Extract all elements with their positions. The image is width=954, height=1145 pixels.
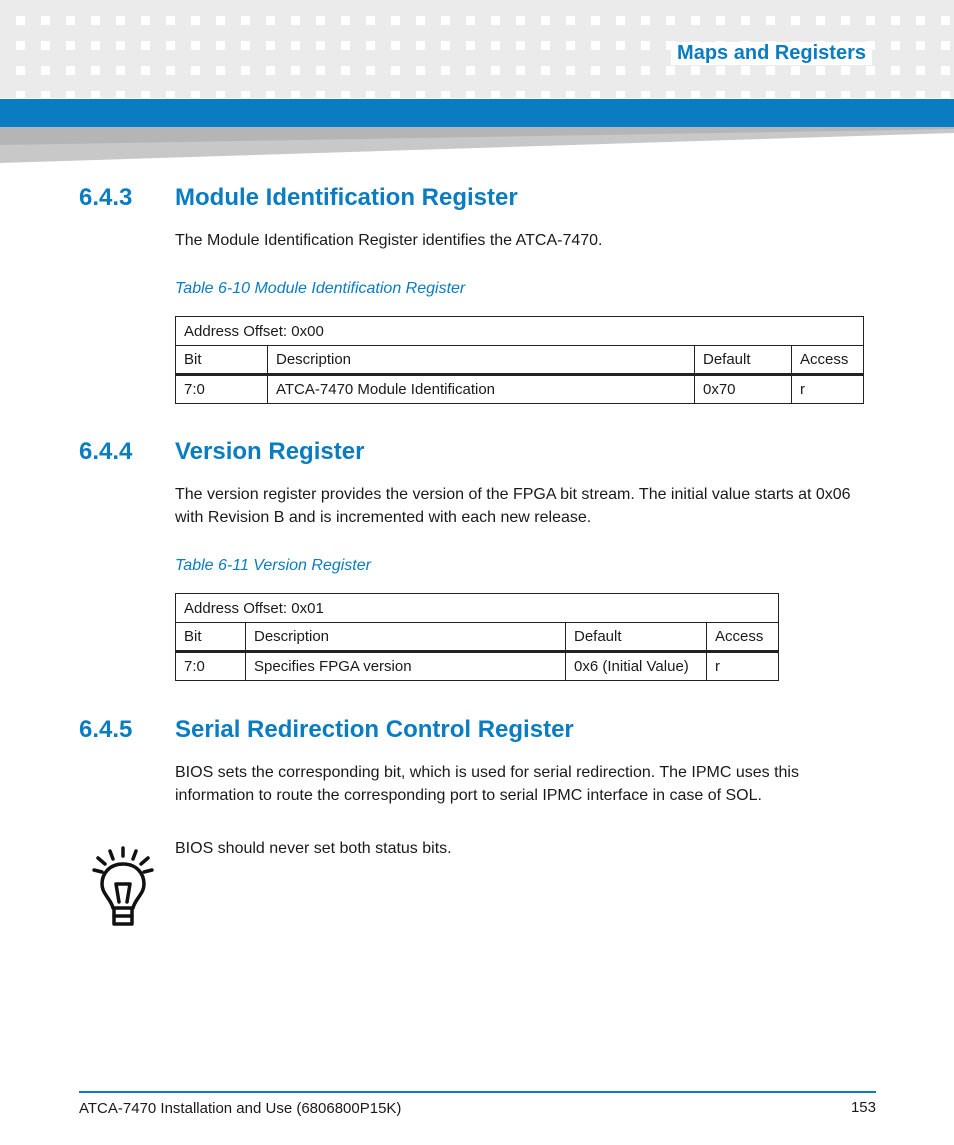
body-line: with Revision B and is incremented with each new release. xyxy=(175,509,592,526)
cell-default: 0x6 (Initial Value) xyxy=(566,652,707,681)
section-number: 6.4.4 xyxy=(79,438,133,465)
table-header-row xyxy=(176,623,779,652)
header-swoosh xyxy=(0,127,954,163)
running-header-title: Maps and Registers xyxy=(671,42,872,65)
cell-access: r xyxy=(792,375,864,404)
address-offset-cell: Address Offset: 0x01 xyxy=(176,594,779,623)
cell-access: r xyxy=(707,652,779,681)
header-cell-bit: Bit xyxy=(176,623,246,652)
section-heading-6-4-5 xyxy=(79,716,574,744)
address-offset-cell: Address Offset: 0x00 xyxy=(176,317,864,346)
section-number: 6.4.5 xyxy=(79,716,133,743)
cell-description: Specifies FPGA version xyxy=(246,652,566,681)
note-text: BIOS should never set both status bits. xyxy=(175,840,452,857)
section-title: Module Identification Register xyxy=(175,184,518,211)
module-id-register-table xyxy=(175,316,864,404)
header-cell-default: Default xyxy=(695,346,792,375)
footer-doc-title: ATCA-7470 Installation and Use (6806800P15K) xyxy=(79,1100,402,1117)
version-register-table xyxy=(175,593,779,681)
header-cell-access: Access xyxy=(707,623,779,652)
cell-description: ATCA-7470 Module Identification xyxy=(268,375,695,404)
table-caption: Table 6-10 Module Identification Register xyxy=(175,280,466,297)
table-row xyxy=(176,375,864,404)
cell-bit: 7:0 xyxy=(176,375,268,404)
cell-default: 0x70 xyxy=(695,375,792,404)
table-caption: Table 6-11 Version Register xyxy=(175,557,371,574)
header-cell-description: Description xyxy=(246,623,566,652)
section-number: 6.4.3 xyxy=(79,184,133,211)
header-cell-access: Access xyxy=(792,346,864,375)
footer-rule xyxy=(79,1091,876,1093)
header-bar xyxy=(0,99,954,127)
table-row xyxy=(176,652,779,681)
section-body xyxy=(175,761,875,807)
page-number: 153 xyxy=(850,1099,876,1116)
header-cell-default: Default xyxy=(566,623,707,652)
section-body xyxy=(175,483,875,529)
cell-bit: 7:0 xyxy=(176,652,246,681)
section-heading-6-4-4 xyxy=(79,438,364,466)
header-cell-description: Description xyxy=(268,346,695,375)
body-line: BIOS sets the corresponding bit, which is used for serial redirection. The IPMC uses this xyxy=(175,764,799,781)
header-cell-bit: Bit xyxy=(176,346,268,375)
body-line: information to route the corresponding port to serial IPMC interface in case of SOL. xyxy=(175,787,762,804)
table-header-row xyxy=(176,346,864,375)
section-heading-6-4-3 xyxy=(79,184,518,212)
body-line: The version register provides the version of the FPGA bit stream. The initial value starts at 0x06 xyxy=(175,486,851,503)
section-body: The Module Identification Register identifies the ATCA-7470. xyxy=(175,232,603,249)
section-title: Version Register xyxy=(175,438,365,465)
lightbulb-icon xyxy=(92,846,154,928)
section-title: Serial Redirection Control Register xyxy=(175,716,574,743)
